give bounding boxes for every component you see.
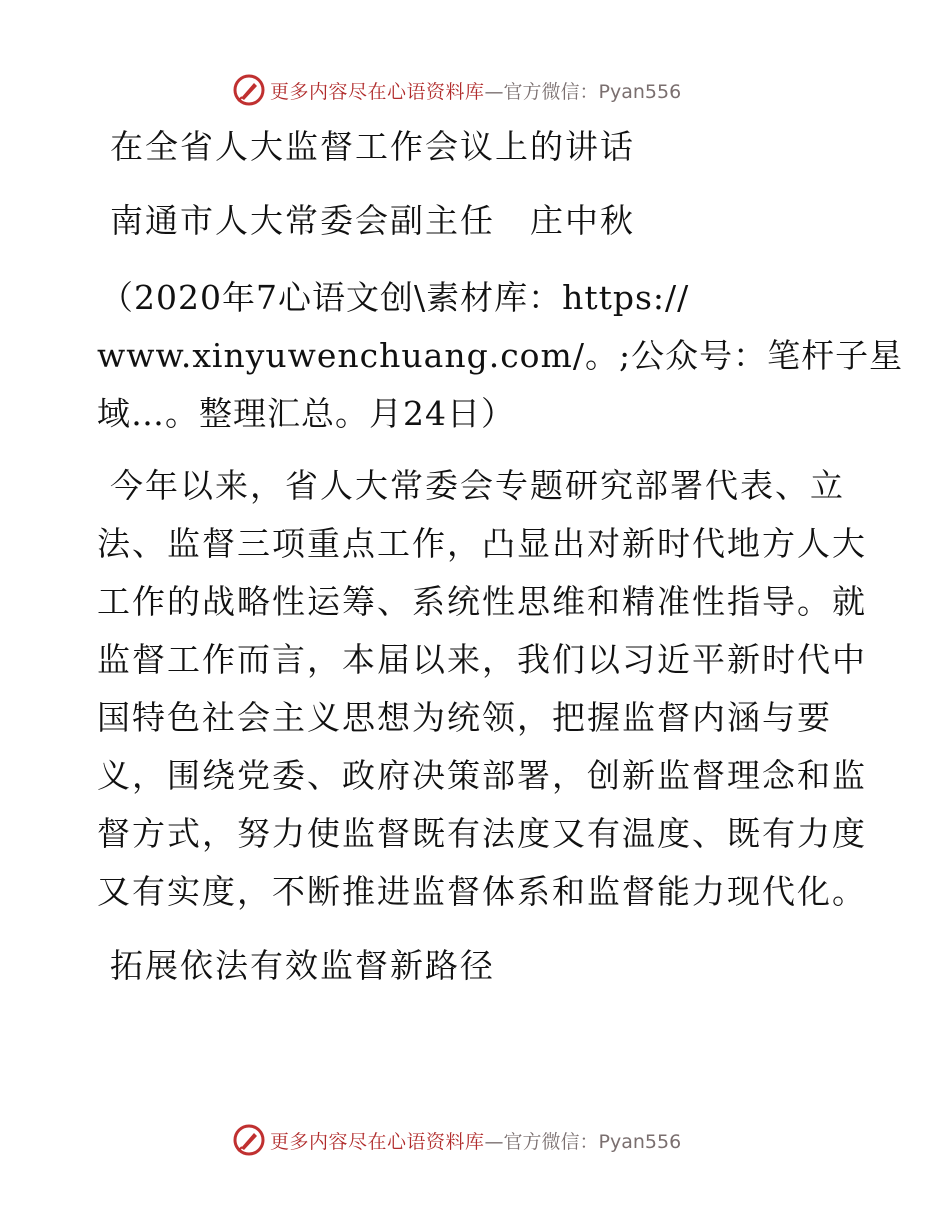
pen-logo-icon — [232, 73, 266, 107]
section-heading: 拓展依法有效监督新路径 — [110, 946, 495, 985]
banner-main-text: 更多内容尽在心语资料库 — [270, 80, 485, 103]
paragraph-line: 监督工作而言，本届以来，我们以习近平新时代中 — [97, 640, 867, 679]
paragraph-line: 法、监督三项重点工作，凸显出对新时代地方人大 — [97, 524, 867, 563]
paragraph-line: 工作的战略性运筹、系统性思维和精准性指导。就 — [97, 582, 867, 621]
banner-suffix-text: —官方微信：Pyan556 — [484, 80, 682, 103]
footer-banner — [232, 1120, 732, 1160]
paragraph-line: 国特色社会主义思想为统领，把握监督内涵与要 — [97, 698, 832, 737]
source-line: 域…。整理汇总。月24日） — [97, 394, 515, 433]
document-author: 南通市人大常委会副主任 庄中秋 — [110, 201, 635, 240]
paragraph-line: 督方式，努力使监督既有法度又有温度、既有力度 — [97, 814, 867, 853]
header-banner — [232, 70, 732, 110]
banner-suffix-text: —官方微信：Pyan556 — [484, 1130, 682, 1153]
paragraph-line: 义，围绕党委、政府决策部署，创新监督理念和监 — [97, 756, 867, 795]
document-title: 在全省人大监督工作会议上的讲话 — [110, 127, 635, 166]
paragraph-line: 又有实度，不断推进监督体系和监督能力现代化。 — [97, 872, 867, 911]
pen-logo-icon — [232, 1123, 266, 1157]
source-line: （2020年7心语文创\素材库：https:// — [100, 278, 690, 317]
paragraph-line: 今年以来，省人大常委会专题研究部署代表、立 — [110, 466, 845, 505]
source-line: www.xinyuwenchuang.com/。;公众号：笔杆子星 — [97, 336, 904, 375]
banner-main-text: 更多内容尽在心语资料库 — [270, 1130, 485, 1153]
